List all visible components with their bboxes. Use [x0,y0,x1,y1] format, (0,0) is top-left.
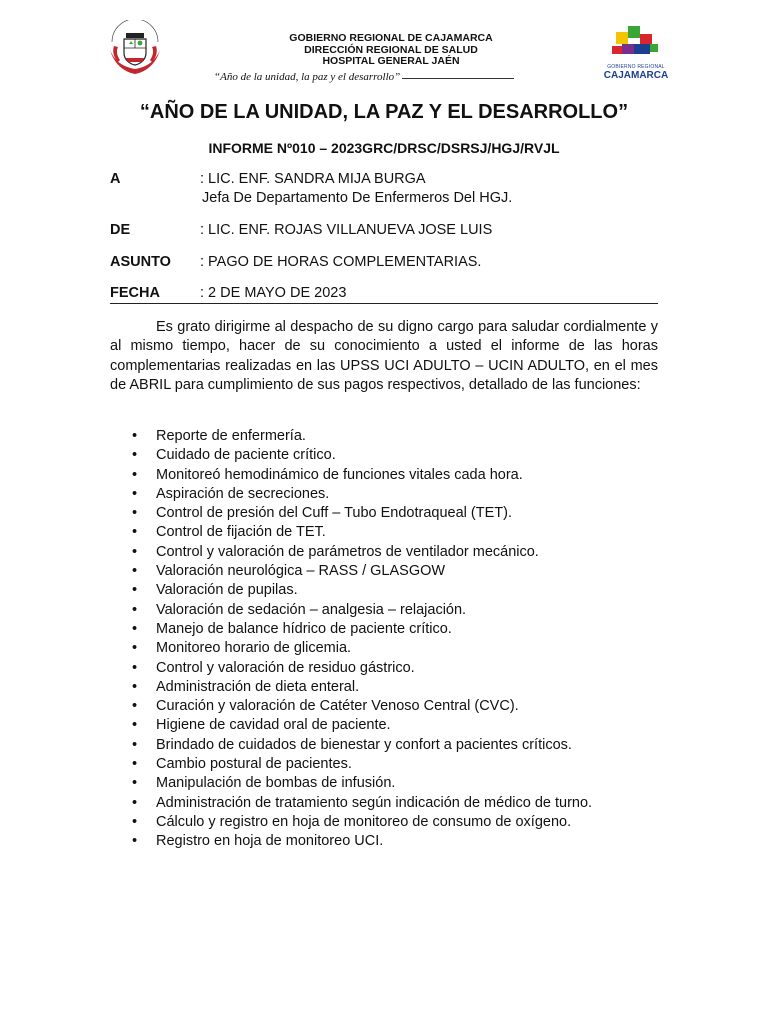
org-line-1: GOBIERNO REGIONAL DE CAJAMARCA [289,32,493,44]
bullet-icon: • [132,640,138,657]
list-item-text: Cálculo y registro en hoja de monitoreo de consumo de oxígeno. [156,813,572,830]
report-number: INFORME Nº010 – 2023GRC/DRSC/DSRSJ/HGJ/RVJL [208,140,560,156]
list-item-text: Curación y valoración de Catéter Venoso Central (CVC). [156,698,519,715]
field-from-value: : LIC. ENF. ROJAS VILLANUEVA JOSE LUIS [200,222,493,238]
list-item-text: Valoración neurológica – RASS / GLASGOW [156,563,446,580]
motto-underline [402,78,514,79]
list-item [110,774,592,793]
field-date-value: : 2 DE MAYO DE 2023 [200,285,347,301]
list-item-text: Valoración de sedación – analgesia – relajación. [156,601,467,618]
bullet-icon: • [132,505,138,522]
header-motto [214,71,514,83]
list-item [110,620,592,639]
list-item-text: Monitoreó hemodinámico de funciones vitales cada hora. [156,466,523,483]
bullet-icon: • [132,582,138,599]
list-item [110,832,592,851]
field-subject-label: ASUNTO [110,254,171,270]
bullet-icon: • [132,659,138,676]
bullet-icon: • [132,813,138,830]
list-item [110,485,592,504]
list-item-text: Manipulación de bombas de infusión. [156,775,396,792]
field-subject-value: : PAGO DE HORAS COMPLEMENTARIAS. [200,254,482,270]
field-to-role: Jefa De Departamento De Enfermeros Del HGJ. [202,190,513,206]
list-item [110,466,592,485]
bullet-icon: • [132,620,138,637]
header-motto-text: “Año de la unidad, la paz y el desarrollo” [214,71,401,83]
list-item [110,427,592,446]
bullet-icon: • [132,756,138,773]
list-item-text: Valoración de pupilas. [156,582,298,599]
org-line-2: DIRECCIÓN REGIONAL DE SALUD [304,43,478,56]
bullet-icon: • [132,698,138,715]
list-item-text: Control de presión del Cuff – Tubo Endotraqueal (TET). [156,505,512,522]
list-item [110,504,592,523]
field-from-label: DE [110,222,131,238]
list-item [110,659,592,678]
bullet-icon: • [132,794,138,811]
list-item-text: Reporte de enfermería. [156,428,306,444]
bullet-icon: • [132,428,138,444]
list-item [110,716,592,735]
organization-name [240,33,542,68]
peru-coat-of-arms-icon [104,20,166,78]
logo-small-text: GOBIERNO REGIONAL [607,64,665,70]
bullet-icon: • [132,601,138,618]
list-item [110,736,592,755]
list-item-text: Administración de tratamiento según indicación de médico de turno. [156,794,593,811]
functions-list [110,427,592,852]
bullet-icon: • [132,524,138,541]
org-line-3: HOSPITAL GENERAL JAÉN [322,55,460,67]
list-item [110,523,592,542]
letterhead [0,0,768,100]
bullet-icon: • [132,466,138,483]
bullet-icon: • [132,447,138,464]
list-item-text: Control y valoración de residuo gástrico. [156,659,415,676]
bullet-icon: • [132,678,138,695]
document-year-title: “AÑO DE LA UNIDAD, LA PAZ Y EL DESARROLLO” [139,101,629,123]
list-item [110,446,592,465]
list-item [110,581,592,600]
list-item [110,697,592,716]
list-item-text: Brindado de cuidados de bienestar y confort a pacientes críticos. [156,736,572,753]
list-item-text: Monitoreo horario de glicemia. [156,640,352,657]
list-item [110,562,592,581]
header-divider [110,303,658,304]
field-to-label: A [110,171,121,187]
list-item-text: Administración de dieta enteral. [156,678,360,695]
list-item-text: Cuidado de paciente crítico. [156,447,336,464]
list-item-text: Control de fijación de TET. [156,524,326,541]
bullet-icon: • [132,736,138,753]
body-paragraph-text: Es grato dirigirme al despacho de su digno cargo para saludar cordialmente y al mismo tiempo, hacer de su conocimiento a usted el informe de las horas complementarias realizadas en las UPSS UCI ADULTO – UCIN ADULTO, en el mes de ABRIL para cumplimiento de sus pagos respectivos, detallado de las funciones: [110,319,658,393]
list-item [110,601,592,620]
bullet-icon: • [132,775,138,792]
list-item-text: Registro en hoja de monitoreo UCI. [156,833,384,850]
list-item [110,543,592,562]
list-item [110,794,592,813]
bullet-icon: • [132,717,138,734]
list-item [110,678,592,697]
list-item-text: Manejo de balance hídrico de paciente crítico. [156,620,452,637]
list-item-text: Aspiración de secreciones. [156,485,330,502]
list-item-text: Control y valoración de parámetros de ventilador mecánico. [156,543,539,560]
bullet-icon: • [132,833,138,850]
list-item [110,813,592,832]
body-paragraph [110,318,658,395]
bullet-icon: • [132,543,138,560]
list-item [110,755,592,774]
bullet-icon: • [132,485,138,502]
field-to-value: : LIC. ENF. SANDRA MIJA BURGA [200,171,426,187]
list-item-text: Cambio postural de pacientes. [156,756,352,773]
bullet-icon: • [132,563,138,580]
field-date-label: FECHA [110,285,160,301]
list-item-text: Higiene de cavidad oral de paciente. [156,717,391,734]
list-item [110,639,592,658]
logo-cajamarca-text: CAJAMARCA [603,70,669,81]
